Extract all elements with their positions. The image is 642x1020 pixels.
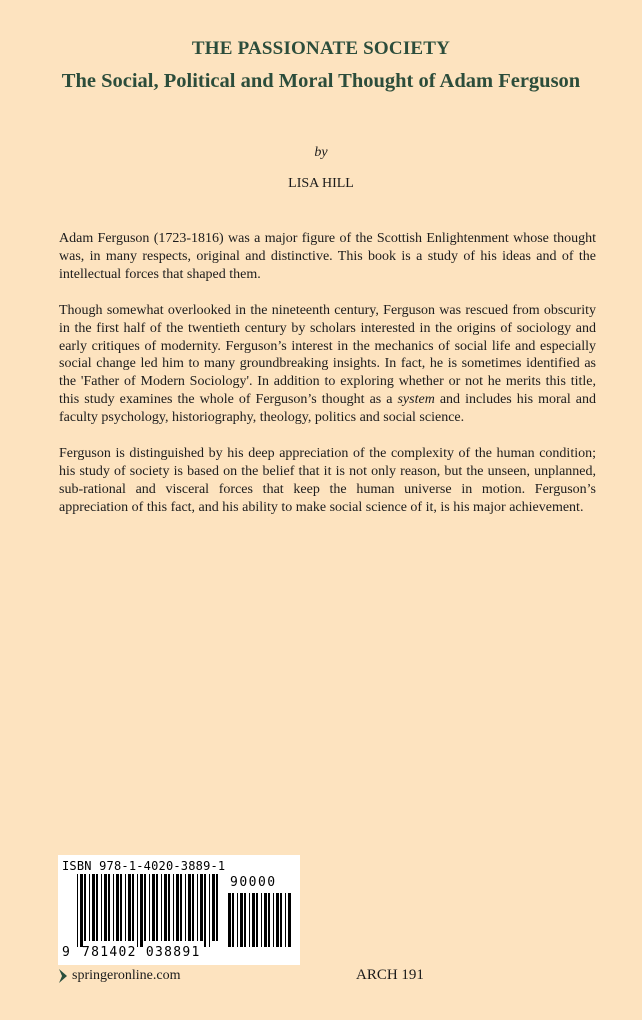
barcode-bar [273, 893, 274, 947]
barcode-bar [268, 893, 270, 947]
barcode-bar [192, 874, 194, 941]
barcode-bar [209, 874, 210, 947]
ean-digits: 781402 038891 [82, 945, 201, 960]
ean-first-digit: 9 [62, 945, 70, 960]
barcode-bar [200, 874, 203, 941]
barcode-bar [228, 893, 231, 947]
barcode-bar [232, 893, 234, 947]
barcode-bar [212, 874, 215, 941]
barcode-bar [140, 874, 143, 947]
book-subtitle: The Social, Political and Moral Thought of Adam Ferguson [61, 70, 581, 92]
by-line: by [314, 145, 328, 160]
barcode-bar [80, 874, 83, 947]
barcode-bar [116, 874, 119, 941]
barcode-bar [128, 874, 131, 941]
barcode-bar [104, 874, 107, 941]
barcode-bar [89, 874, 90, 941]
barcode-bar [285, 893, 286, 947]
barcode-bar [180, 874, 182, 941]
barcode-bar [185, 874, 186, 941]
barcode-bar [156, 874, 158, 941]
barcode-bar [240, 893, 243, 947]
barcode-bar [120, 874, 122, 941]
barcode-bar [249, 893, 250, 947]
description-paragraph-2-start: Though somewhat overlooked in the nineteenth century, Ferguson was rescued from obscurity in the first half of the twentieth century by scholars interested in the origins of sociology and early critiques of modernity. Ferguson’s interest in the mechanics of social life and especially social change led him to many groundbreaking insights. In fact, he is sometimes identified as the 'Father of Modern Sociology'. In addition to exploring whether or not he merits this title, this study examines the whole of Ferguson’s thought as a [59, 302, 596, 408]
barcode-bar [288, 893, 291, 947]
series-code: ARCH 191 [356, 967, 424, 983]
barcode-bar [256, 893, 258, 947]
barcode-bar [244, 893, 246, 947]
barcode-bar [92, 874, 95, 941]
description-paragraph-2 [59, 302, 596, 427]
barcode-bar [276, 893, 279, 947]
barcode-bar [144, 874, 146, 941]
barcode-bar [173, 874, 174, 941]
website-url: springeronline.com [72, 968, 181, 983]
description-paragraph-3: Ferguson is distinguished by his deep appreciation of the complexity of the human condition; his study of society is based on the belief that it is not only reason, but the unseen, unplanned, sub-rational and visceral forces that keep the human universe in motion. Ferguson’s appreciation of this fact, and his ability to make social science of it, is his major achievement. [59, 446, 596, 515]
barcode-bar [108, 874, 110, 941]
book-description [59, 230, 596, 535]
author-name: LISA HILL [288, 176, 354, 191]
barcode-bar [161, 874, 162, 941]
barcode-bar [252, 893, 255, 947]
barcode-bar [164, 874, 167, 941]
barcode-bar [125, 874, 126, 941]
emphasis-system: system [397, 392, 435, 408]
barcode-bar [84, 874, 86, 941]
isbn-label: ISBN 978-1-4020-3889-1 [62, 859, 226, 873]
barcode-bar [237, 893, 238, 947]
barcode-bar [152, 874, 155, 941]
description-paragraph-2-end: and includes his moral and faculty psychology, historiography, theology, politics and social science. [59, 392, 596, 426]
barcode-addon-bars [228, 893, 292, 947]
barcode-bar [216, 874, 218, 941]
barcode-bar [188, 874, 191, 941]
barcode-bar [261, 893, 262, 947]
barcode-bar [113, 874, 114, 941]
barcode-bar [96, 874, 98, 941]
barcode-bar [132, 874, 134, 941]
chevron-right-icon [58, 968, 68, 984]
barcode-bar [77, 874, 78, 947]
barcode-bar [176, 874, 179, 941]
barcode-bar [264, 893, 267, 947]
book-title: THE PASSIONATE SOCIETY [191, 38, 451, 59]
barcode-addon-digits: 90000 [230, 875, 277, 890]
publisher-website[interactable] [58, 968, 180, 984]
barcode-bar [280, 893, 282, 947]
barcode-bar [101, 874, 102, 941]
isbn-barcode [58, 855, 300, 965]
barcode-bars [77, 874, 221, 947]
barcode-bar [149, 874, 150, 941]
barcode-bar [137, 874, 138, 947]
barcode-bar [168, 874, 170, 941]
barcode-bar [197, 874, 198, 941]
barcode-bar [204, 874, 206, 947]
description-paragraph-1: Adam Ferguson (1723-1816) was a major figure of the Scottish Enlightenment whose thought was, in many respects, original and distinctive. This book is a study of his ideas and of the intellectual forces that shaped them. [59, 231, 596, 282]
